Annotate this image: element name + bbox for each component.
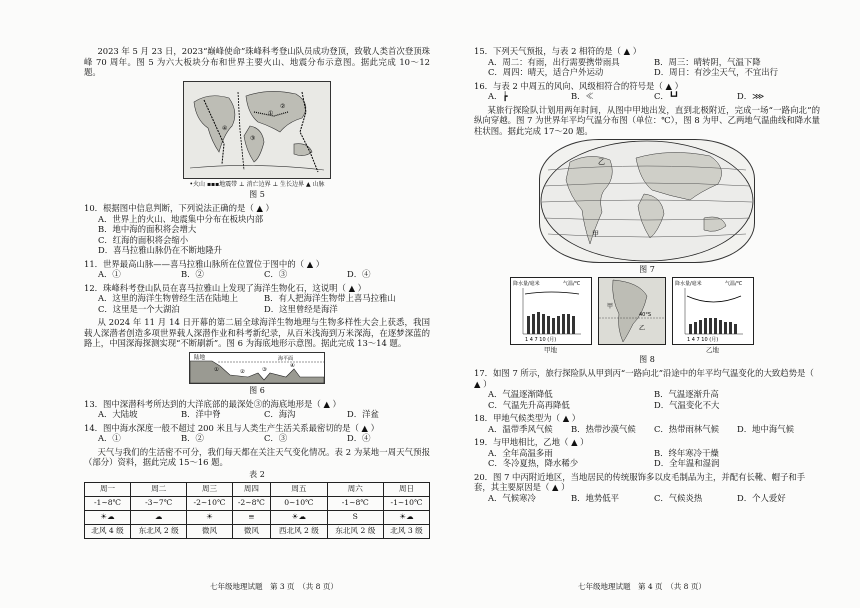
intro-13-14: 从 2024 年 11 月 14 日开幕的第二届全球海洋生物地理与生物多样性大会上获悉，我国载人深潜者创造多项世界载人深潜作业和科考新纪录，从百米浅海到万米深海，在逐梦深蓝的路上，中国深海探测实现“不断刷新”。图 6 为海底地形示意图。据此完成 13～14 题。: [84, 317, 430, 348]
svg-text:气温/℃: 气温/℃: [725, 281, 743, 287]
question-10-options: [84, 214, 430, 256]
option-c: C．┗┛: [654, 91, 679, 101]
question-17: 17．如图 7 所示，旅行探险队从甲到丙“一路向北”沿途中的年平均气温变化的大致趋势是（ ▲ ）: [474, 368, 814, 389]
svg-text:40°S: 40°S: [639, 312, 652, 318]
wind-cell: 东北风 2 级: [327, 524, 383, 538]
option: B．热带沙漠气候: [571, 423, 636, 434]
wind-cell: 微风: [187, 524, 232, 538]
question-19: 19．与甲地相比，乙地（ ▲ ）: [474, 437, 589, 447]
question-20-options: [474, 493, 820, 504]
climate-label-jia: 甲地: [544, 346, 557, 354]
option: A．世界上的火山、地震集中分布在板块内部: [98, 213, 264, 224]
question-13-options: [84, 409, 430, 420]
intro-17-20: 某旅行探险队计划用两年时间，从图中甲地出发，直到北极附近，完成一场“一路向北”的纵向穿越。图 7 为世界年平均气温分布图（单位：℃），图 8 为甲、乙两地气温曲线和降水量柱状图。据此完成 17～20 题。: [474, 104, 820, 136]
option: D．洋盆: [347, 409, 379, 419]
option: D．个人爱好: [737, 492, 786, 503]
option: A．①: [98, 269, 121, 279]
wind-symbol-b-icon: ≪: [585, 91, 594, 101]
wind-symbol-a-icon: ┢: [502, 91, 508, 101]
option: A．①: [98, 433, 121, 443]
option: A．气温逐渐降低: [488, 389, 553, 399]
option: D．周日：有沙尘天气，不宜出行: [654, 67, 778, 77]
figure-5-caption: 图 5: [249, 190, 265, 199]
question-12-options: [84, 293, 430, 314]
option-a: A．┢: [488, 91, 508, 101]
intro-10-12: 2023 年 5 月 23 日，2023“巅峰使命”珠峰科考登山队员成功登顶，致敬人类首次登顶珠峰 70 周年。图 5 为六大板块分布和世界主要火山、地震分布示意图。据此完成 10～12 题。: [84, 46, 430, 77]
temp-cell: -2~8℃: [232, 496, 271, 510]
option: B．②: [181, 433, 204, 443]
figure-7-world-map: [539, 139, 755, 263]
temp-cell: -1~8℃: [85, 496, 131, 510]
temp-cell: 0~10℃: [271, 496, 327, 510]
question-15-options: [474, 57, 820, 78]
option: D．气温变化不大: [654, 399, 720, 410]
temp-cell: -3~7℃: [130, 496, 186, 510]
label-4: ④: [290, 362, 295, 369]
question-13: 13．图中深潜科考所达到的大洋底部的最深处③的海底地形是（ ▲ ）: [84, 398, 341, 409]
table-row-winds: [85, 524, 430, 538]
page-3-footer: 七年级地理试题 第 3 页 （共 8 页）: [210, 582, 338, 591]
figure-6-caption: 图 6: [249, 385, 265, 395]
figure-5-legend: •火山 ▪▪▪地震带 ⊥ 消亡边界 ⊥ 生长边界 ▲ 山脉: [189, 180, 325, 188]
option-d: D．⋙: [737, 91, 765, 101]
south-america-map: [598, 277, 666, 345]
question-16-options: [474, 91, 820, 102]
option: D．地中海气候: [737, 423, 794, 434]
option: B．周三：晴转阴，气温下降: [654, 56, 761, 67]
option-b: B．≪: [571, 91, 594, 101]
temp-cell: -1~8℃: [327, 496, 383, 510]
option: A．大陆坡: [98, 409, 138, 419]
fog-icon: ≡: [232, 510, 271, 524]
day-cell: 周三: [187, 482, 232, 496]
climate-chart-jia: [510, 277, 592, 345]
temp-cell: -2~10℃: [187, 496, 232, 510]
label-1: ①: [214, 366, 219, 373]
day-cell: 周二: [130, 482, 186, 496]
svg-text:②: ②: [280, 102, 286, 110]
wind-cell: 西北风 2 级: [271, 524, 327, 538]
svg-text:气温/℃: 气温/℃: [563, 281, 581, 287]
option: D．喜马拉雅山脉仍在不断地隆升: [98, 245, 222, 255]
option: C．③: [264, 269, 288, 279]
world-temperature-svg: [540, 140, 754, 262]
question-11: 11．世界最高山脉——喜马拉雅山脉所在位置位于图中的（ ▲ ）: [84, 258, 325, 269]
question-12: 12．珠峰科考登山队员在喜马拉雅山上发现了海洋生物化石，这说明（ ▲ ）: [84, 282, 367, 293]
intro-15-16: 天气与我们的生活密不可分，我们每天都在关注天气变化情况。表 2 为某地一周天气预报（部分）资料，据此完成 15～16 题。: [84, 446, 430, 467]
label-sea-level: 海平面: [278, 355, 294, 362]
sunny-icon: ☀: [187, 510, 232, 524]
plate-map-svg: [184, 82, 330, 178]
svg-text:1 4 7 10 (月): 1 4 7 10 (月): [525, 337, 557, 343]
option: A．这里的海洋生物曾经生活在陆地上: [98, 293, 239, 303]
figure-5-map: [183, 81, 331, 179]
sunny-cloudy-icon: ☀☁: [85, 510, 131, 524]
page-4-column: [474, 46, 820, 503]
table-row-symbols: [85, 510, 430, 524]
label-2: ②: [240, 368, 245, 375]
seafloor-svg: [190, 353, 324, 383]
option: C．气候炎热: [654, 492, 703, 503]
option: C．热带雨林气候: [654, 423, 720, 434]
question-20: 20．图 7 中丙附近地区，当地居民的传统服饰多以皮毛制品为主，并配有长靴、帽子和手套，其主要原因是（ ▲ ）: [474, 471, 806, 492]
sunny-cloudy-icon: ☀☁: [383, 510, 429, 524]
option: B．有人把海洋生物带上喜马拉雅山: [264, 293, 396, 303]
option: C．周四：晴天，适合户外运动: [488, 67, 604, 77]
question-18-options: [474, 424, 820, 435]
option: D．全年温和湿润: [654, 458, 720, 468]
wind-cell: 东北风 2 级: [130, 524, 186, 538]
sandstorm-icon: S: [327, 510, 383, 524]
sunny-cloudy-icon: ☀☁: [271, 510, 327, 524]
option: A．温带季风气候: [488, 423, 553, 434]
question-10: 10．根据图中信息判断，下列说法正确的是（ ▲ ）: [84, 203, 274, 213]
option: B．洋中脊: [181, 409, 221, 419]
climate-label-yi: 乙地: [706, 346, 719, 354]
figure-7-caption: 图 7: [639, 265, 655, 274]
climate-chart-yi: [672, 277, 754, 345]
question-16: 16．与表 2 中周五的风向、风级相符合的符号是（ ▲ ）: [474, 80, 683, 91]
wind-cell: 微风: [232, 524, 271, 538]
wind-cell: 北风 4 级: [85, 524, 131, 538]
option: A．气候寒冷: [488, 492, 536, 503]
question-11-options: [84, 269, 430, 280]
svg-text:降水量/毫米: 降水量/毫米: [675, 281, 702, 287]
svg-text:④: ④: [222, 124, 228, 132]
svg-text:1 4 7 10 (月): 1 4 7 10 (月): [687, 337, 719, 343]
option: C．海沟: [264, 409, 296, 419]
day-cell: 周日: [383, 482, 429, 496]
svg-text:甲: 甲: [607, 303, 614, 310]
label-land: 陆地: [194, 354, 206, 361]
option: B．地中海的面积将会增大: [98, 224, 197, 234]
temp-cell: -1~10℃: [383, 496, 429, 510]
option: D．④: [347, 433, 371, 443]
question-17-options: [474, 389, 820, 410]
figure-8-group: [474, 277, 820, 355]
option: B．地势低平: [571, 492, 620, 503]
svg-text:①: ①: [268, 109, 274, 117]
question-18: 18．甲地气候类型为（ ▲ ）: [474, 413, 581, 423]
option: C．冬冷夏热，降水稀少: [488, 458, 579, 468]
option: D．④: [347, 269, 371, 279]
option: A．周二：有雨，出行需要携带雨具: [488, 56, 620, 67]
map-label-jia: 甲: [592, 230, 599, 238]
question-14: 14．图中海水深度一般不超过 200 米且与人类生产生活关系最密切的是（ ▲ ）: [84, 422, 379, 433]
cloudy-icon: ☁: [130, 510, 186, 524]
day-cell: 周一: [85, 482, 131, 496]
svg-text:③: ③: [250, 134, 256, 142]
weather-table: [84, 482, 430, 539]
option: C．这里是一个大湖泊: [98, 303, 180, 314]
day-cell: 周五: [271, 482, 327, 496]
option: C．气温先升高再降低: [488, 399, 570, 410]
page-3-column: [84, 46, 430, 539]
question-14-options: [84, 433, 430, 444]
option: B．②: [181, 269, 204, 279]
page-4-footer: 七年级地理试题 第 4 页 （共 8 页）: [578, 582, 706, 591]
option: A．全年高温多雨: [488, 447, 553, 458]
wind-symbol-c-icon: ┗┛: [668, 91, 679, 101]
figure-8-caption: 图 8: [639, 355, 655, 364]
option: C．红海的面积将会缩小: [98, 234, 189, 245]
question-19-options: [474, 448, 820, 469]
option: B．终年寒冷干燥: [654, 447, 719, 458]
figure-6-seafloor: [189, 352, 325, 384]
svg-text:降水量/毫米: 降水量/毫米: [513, 281, 540, 287]
table-row-days: [85, 482, 430, 496]
day-cell: 周四: [232, 482, 271, 496]
label-3: ③: [262, 366, 267, 373]
question-15: 15．下列天气预报，与表 2 相符的是（ ▲ ）: [474, 46, 642, 56]
map-label-yi: 乙: [598, 158, 605, 166]
option: B．气温逐渐升高: [654, 389, 719, 399]
option: C．③: [264, 433, 288, 443]
table-2-caption: 表 2: [249, 469, 265, 479]
table-row-temps: [85, 496, 430, 510]
day-cell: 周六: [327, 482, 383, 496]
wind-symbol-d-icon: ⋙: [752, 91, 765, 101]
svg-text:乙: 乙: [639, 325, 646, 332]
wind-cell: 北风 3 级: [383, 524, 429, 538]
option: D．这里曾经是海洋: [264, 303, 338, 314]
